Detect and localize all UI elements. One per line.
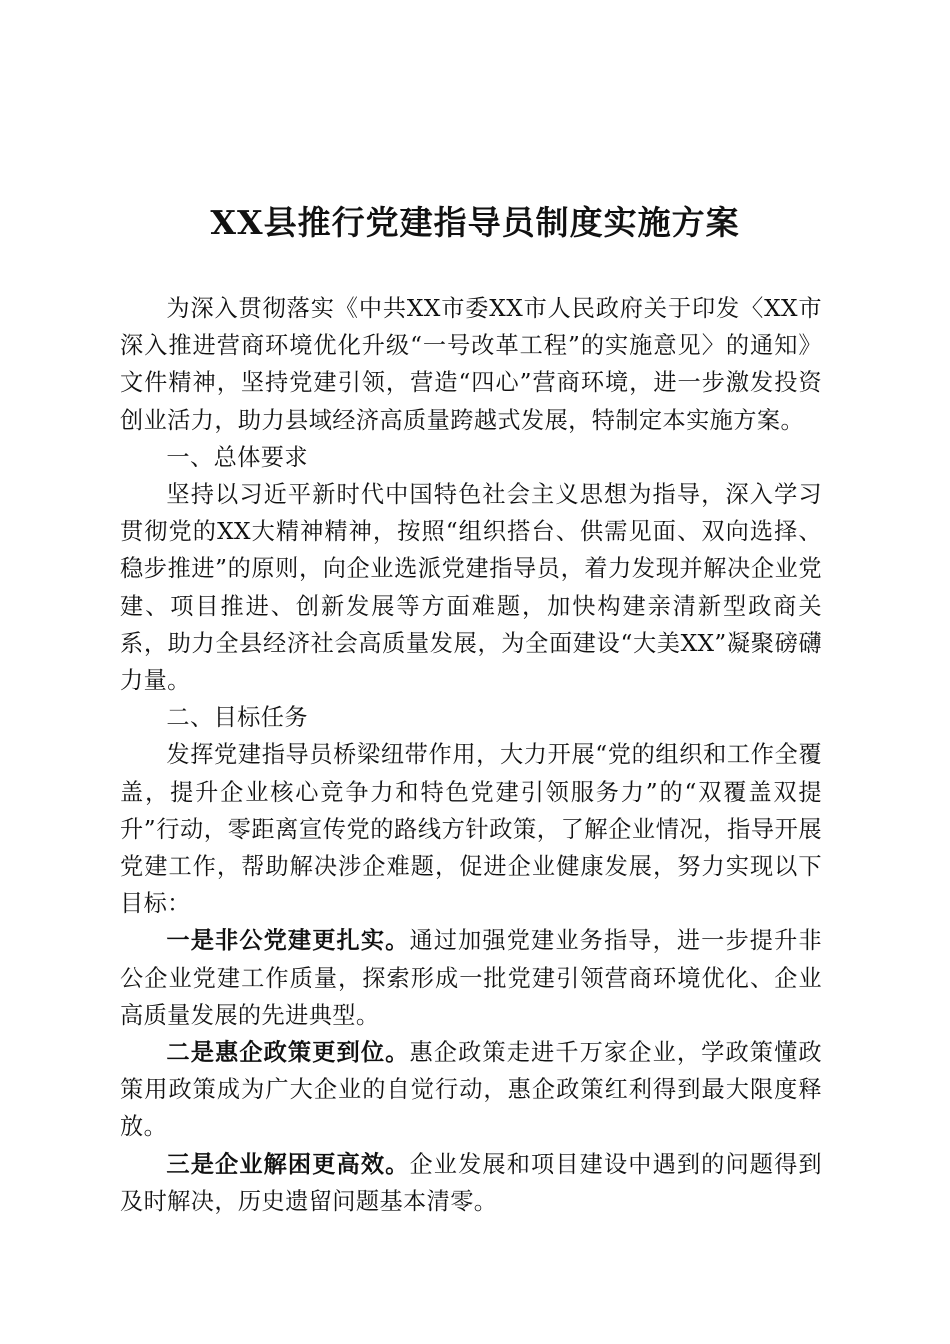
goal-paragraph — [120, 922, 822, 1034]
section-paragraph-overall-requirements: 坚持以习近平新时代中国特色社会主义思想为指导，深入学习贯彻党的XX大精神精神，按照“组织搭台、供需见面、双向选择、稳步推进”的原则，向企业选派党建指导员，着力发现并解决企业党建、项目推进、创新发展等方面难题，加快构建亲清新型政商关系，助力全县经济社会高质量发展，为全面建设“大美XX”凝聚磅礴力量。 — [120, 481, 822, 695]
goal-text: 通过加强党建业务指导，进一步提升非公企业党建工作质量，探索形成一批党建引领营商环境优化、企业高质量发展的先进典型。 — [120, 927, 822, 1029]
intro-paragraph: 为深入贯彻落实《中共XX市委XX市人民政府关于印发〈XX市深入推进营商环境优化升级“一号改革工程”的实施意见〉的通知》文件精神，坚持党建引领，营造“四心”营商环境，进一步激发投资创业活力，助力县域经济高质量跨越式发展，特制定本实施方案。 — [120, 295, 822, 434]
goal-text: 企业发展和项目建设中遇到的问题得到及时解决，历史遗留问题基本清零。 — [120, 1150, 822, 1215]
goal-text: 惠企政策走进千万家企业，学政策懂政策用政策成为广大企业的自觉行动，惠企政策红利得到最大限度释放。 — [120, 1039, 822, 1141]
document-body — [120, 290, 822, 1220]
section-paragraph-goals-tasks: 发挥党建指导员桥梁纽带作用，大力开展“党的组织和工作全覆盖，提升企业核心竞争力和特色党建引领服务力”的“双覆盖双提升”行动，零距离宣传党的路线方针政策，了解企业情况，指导开展党建工作，帮助解决涉企难题，促进企业健康发展，努力实现以下目标： — [120, 741, 822, 918]
goal-lead: 二是惠企政策更到位。 — [166, 1039, 410, 1067]
document-title: XX县推行党建指导员制度实施方案 — [210, 203, 740, 242]
goal-lead: 一是非公党建更扎实。 — [166, 927, 410, 955]
section-heading-goals-tasks: 二、目标任务 — [166, 704, 308, 732]
section-heading-overall-requirements: 一、总体要求 — [166, 443, 308, 471]
goal-paragraph — [120, 1034, 822, 1146]
goal-lead: 三是企业解困更高效。 — [166, 1150, 410, 1178]
goal-paragraph — [120, 1146, 822, 1220]
